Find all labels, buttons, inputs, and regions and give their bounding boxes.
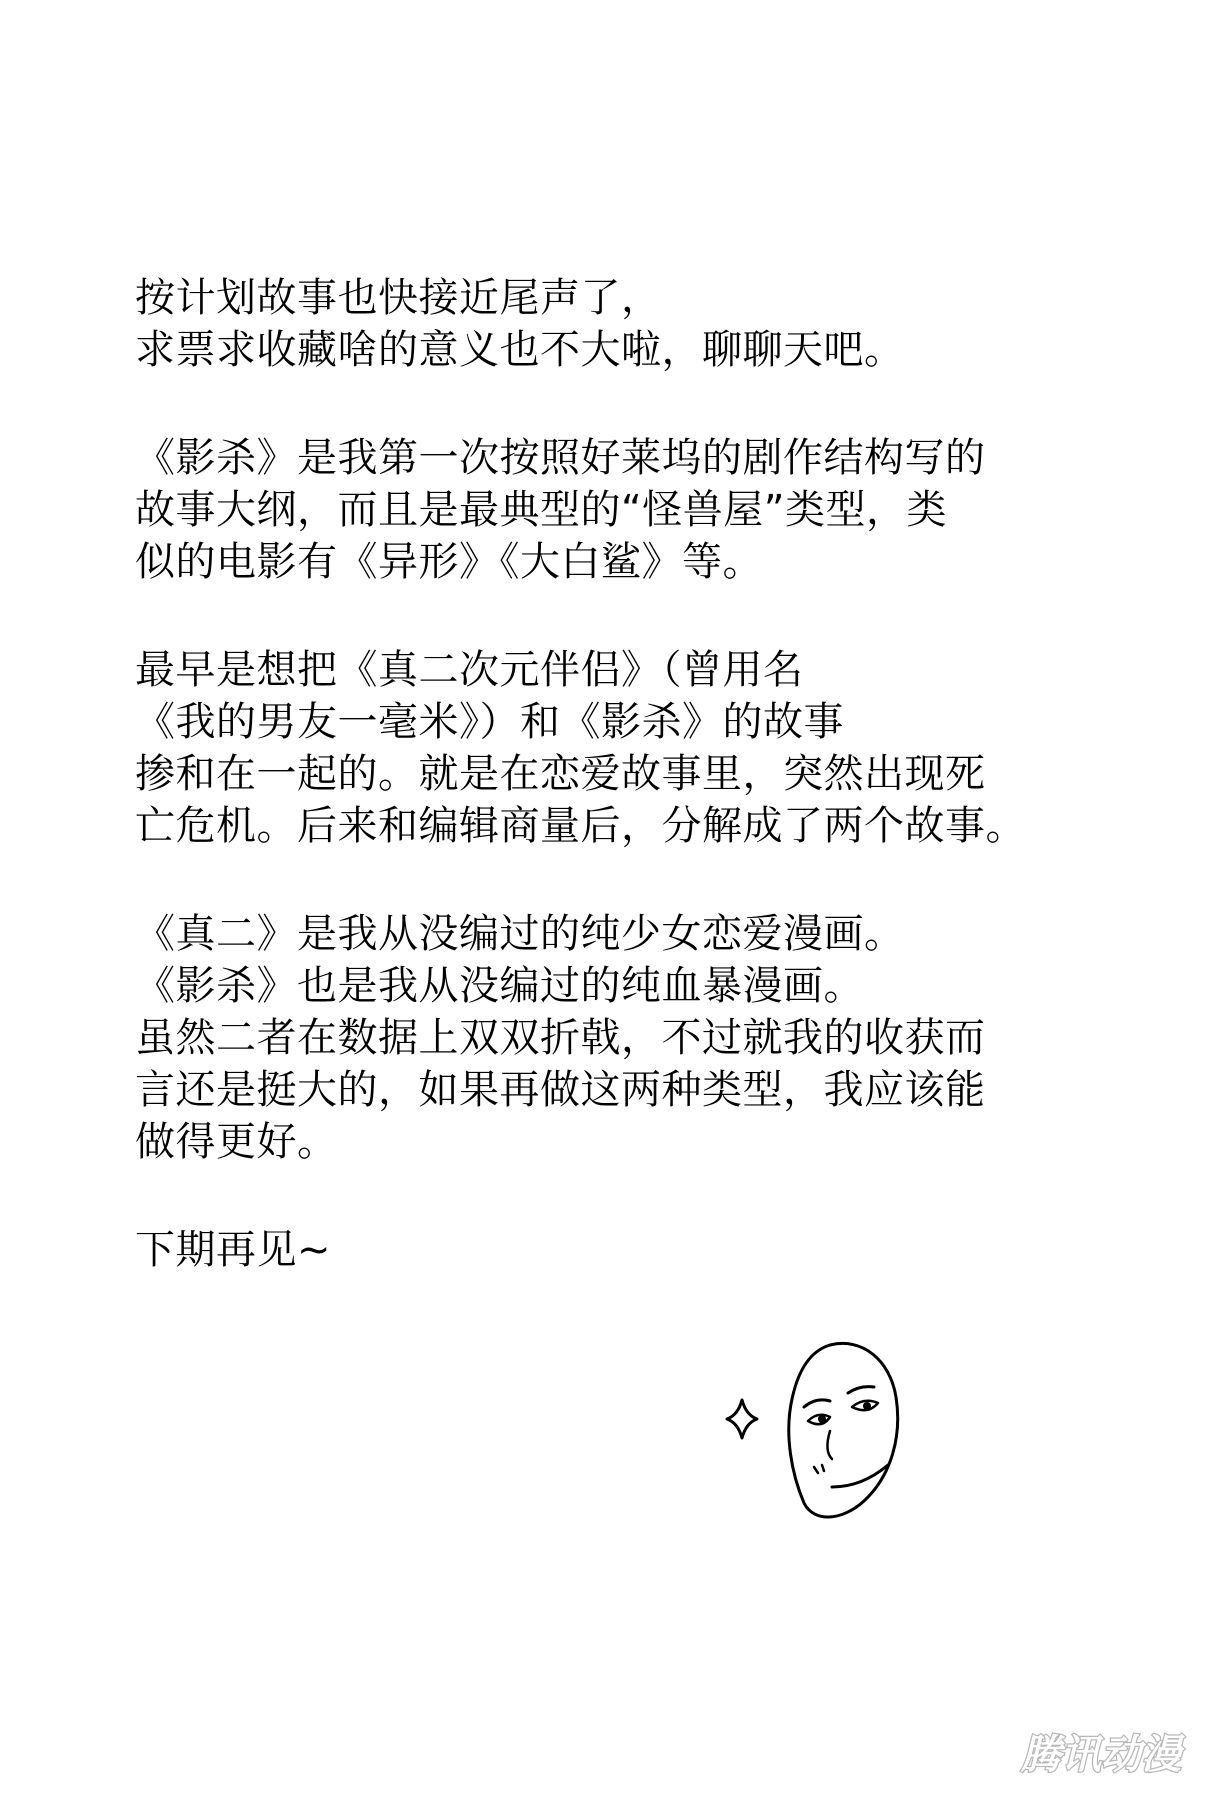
text-line: 按计划故事也快接近尾声了， — [135, 275, 662, 321]
text-line: 《影杀》是我第一次按照好莱坞的剧作结构写的 — [135, 435, 986, 481]
tencent-comic-watermark — [1017, 1722, 1187, 1782]
author-note — [135, 272, 1095, 1332]
smirking-face-doodle — [712, 1335, 912, 1535]
watermark-text: 腾讯动漫 — [1021, 1732, 1181, 1778]
paragraph-3 — [135, 644, 1095, 852]
text-line: 亡危机。后来和编辑商量后，分解成了两个故事。 — [135, 803, 1026, 849]
text-line: 似的电影有《异形》《大白鲨》等。 — [135, 539, 763, 585]
paragraph-2 — [135, 432, 1095, 588]
text-line: 《我的男友一毫米》）和《影杀》的故事 — [135, 699, 844, 745]
text-line: 掺和在一起的。就是在恋爱故事里，突然出现死 — [135, 751, 986, 797]
text-line: 最早是想把《真二次元伴侣》（曾用名 — [135, 647, 804, 693]
sparkle-icon — [727, 1400, 757, 1438]
paragraph-5 — [135, 1224, 1095, 1276]
face-outline — [789, 1343, 898, 1517]
sign-off: 下期再见~ — [135, 1227, 332, 1273]
paragraph-4 — [135, 908, 1095, 1168]
text-line: 求票求收藏啥的意义也不大啦，聊聊天吧。 — [135, 327, 905, 373]
text-line: 故事大纲，而且是最典型的“怪兽屋”类型，类 — [135, 487, 947, 533]
text-line: 虽然二者在数据上双双折戟，不过就我的收获而 — [135, 1015, 986, 1061]
text-line: 言还是挺大的，如果再做这两种类型，我应该能 — [135, 1067, 986, 1113]
text-line: 做得更好。 — [135, 1119, 338, 1165]
paragraph-1 — [135, 272, 1095, 376]
text-line: 《真二》是我从没编过的纯少女恋爱漫画。 — [135, 911, 905, 957]
text-line: 《影杀》也是我从没编过的纯血暴漫画。 — [135, 963, 864, 1009]
